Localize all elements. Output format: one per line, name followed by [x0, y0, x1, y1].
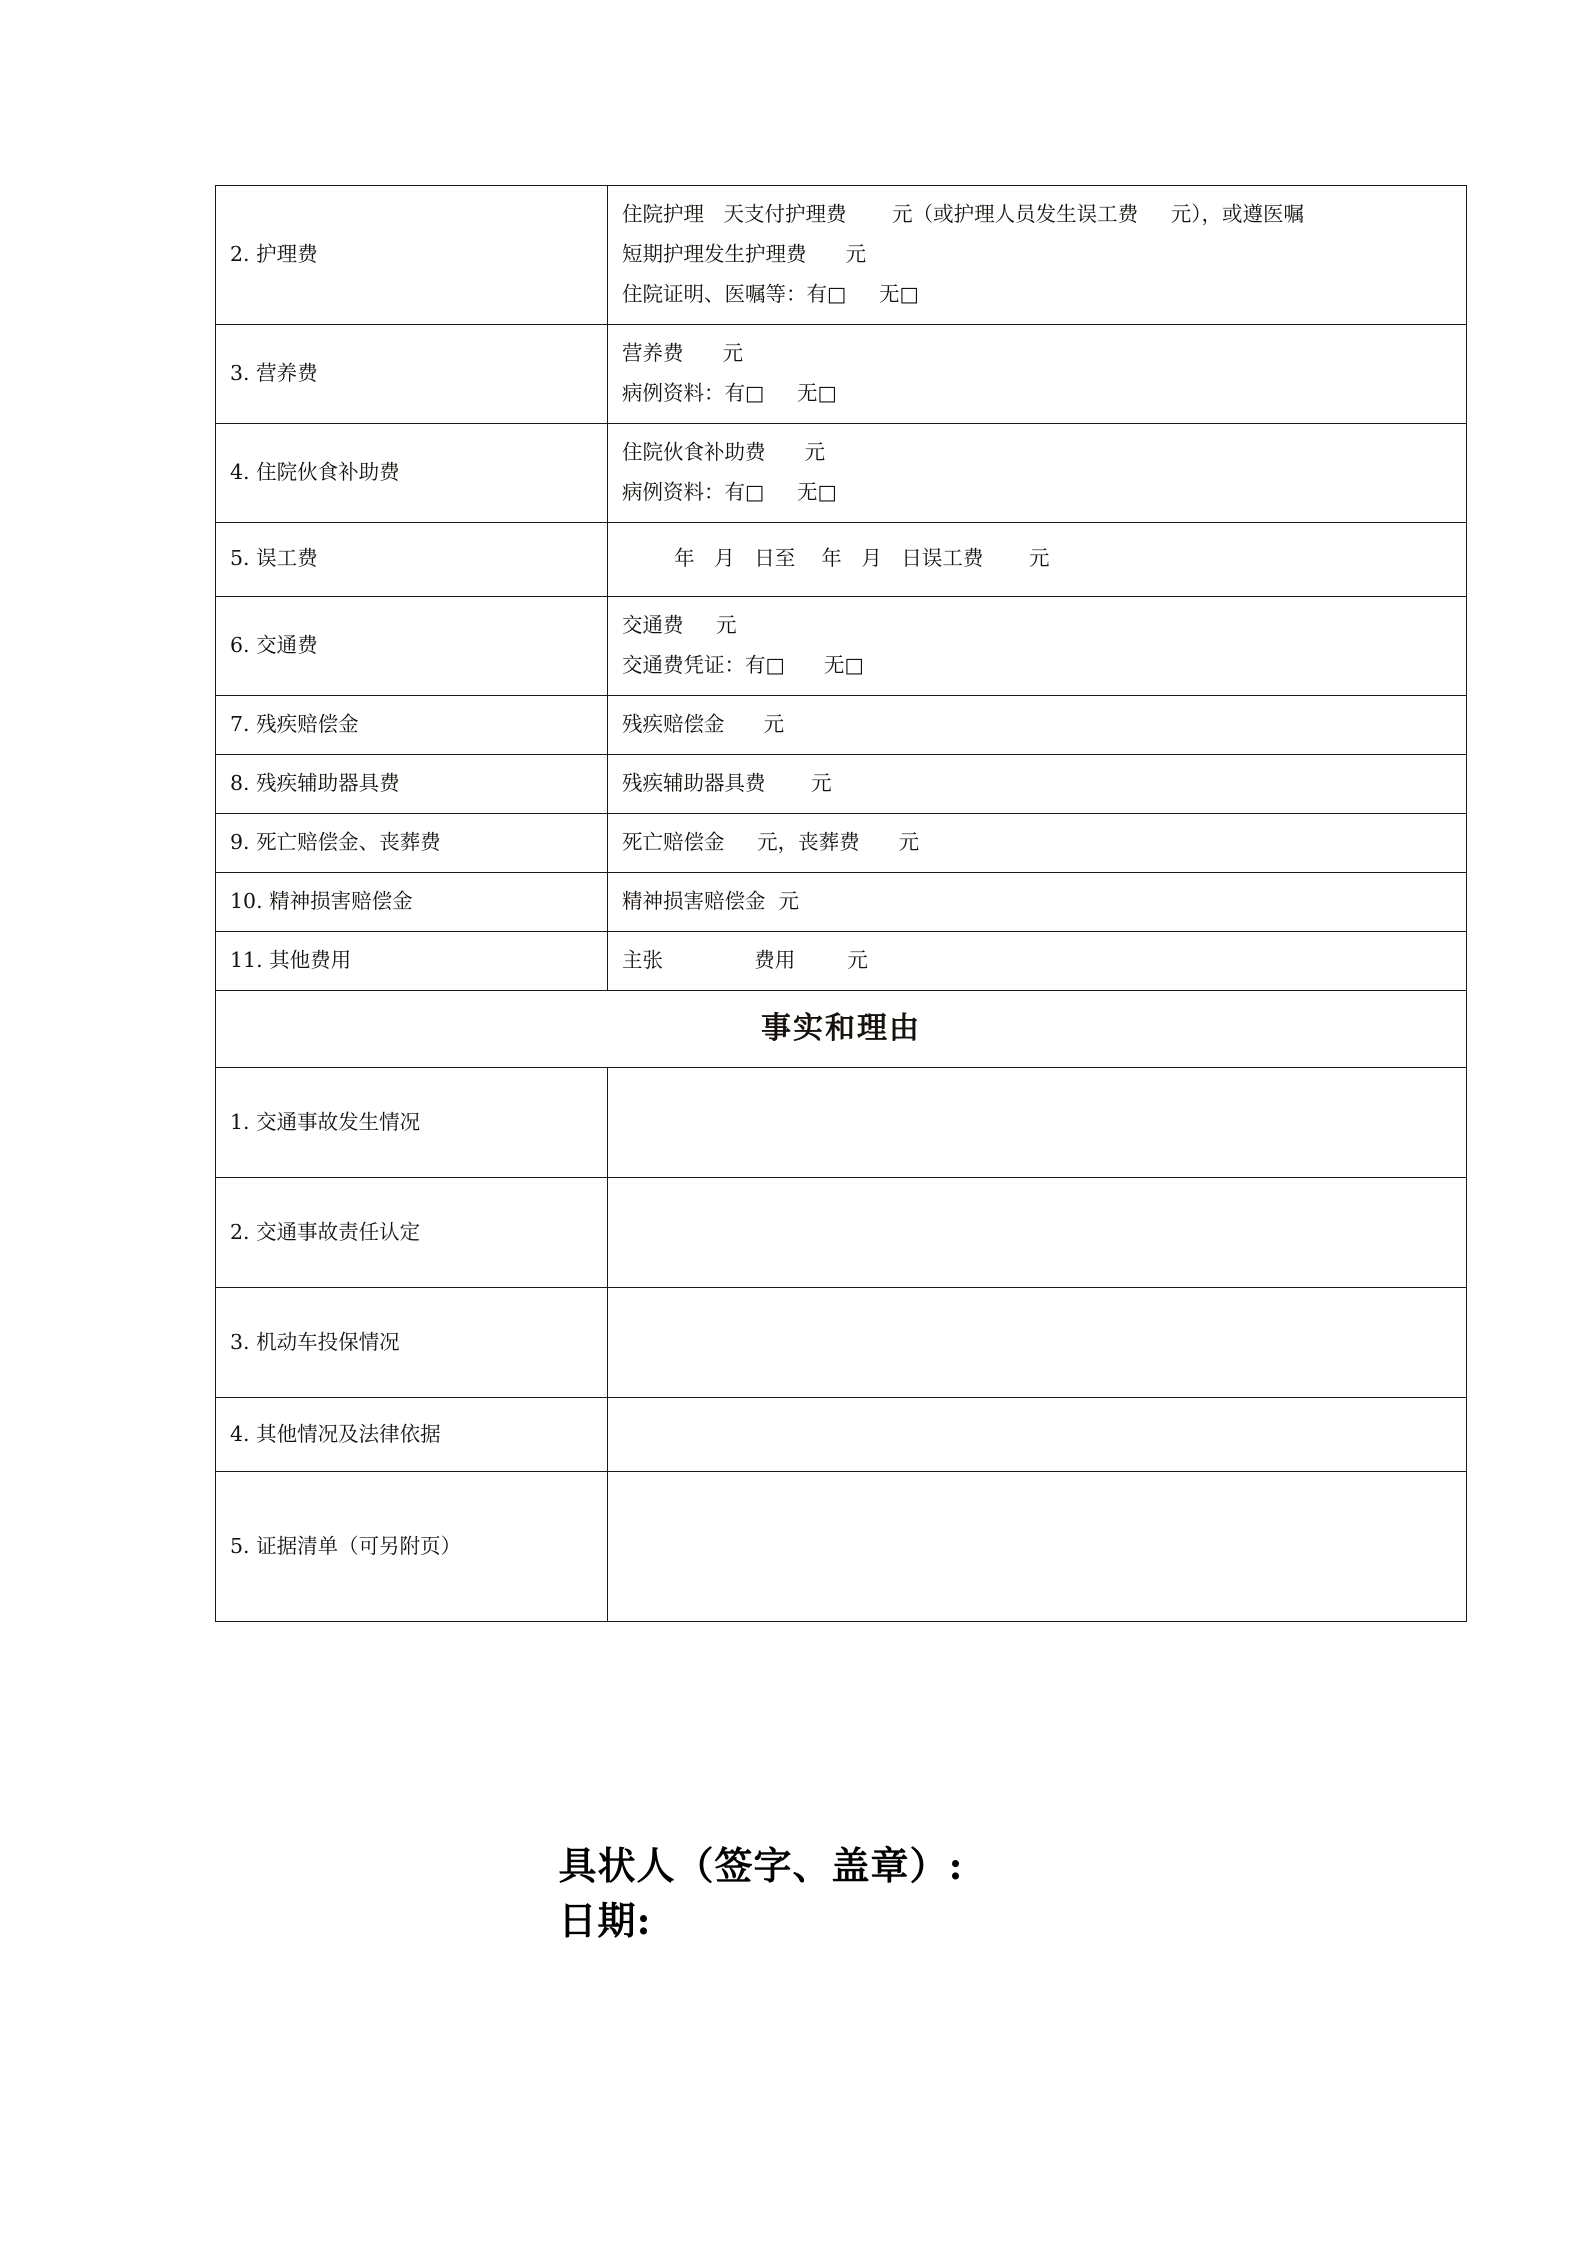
expense-label-cell: [216, 754, 608, 813]
facts-label: 5. 证据清单（可另附页）: [230, 1533, 462, 1558]
facts-label: 4. 其他情况及法律依据: [230, 1421, 441, 1446]
table-row: [216, 754, 1467, 813]
expense-value-line: 病例资料：有□ 无□: [622, 380, 837, 405]
expense-label: 2. 护理费: [230, 241, 318, 266]
facts-label: 3. 机动车投保情况: [230, 1329, 400, 1354]
expense-label-cell: [216, 186, 608, 325]
expense-label-cell: [216, 813, 608, 872]
table-row: [216, 186, 1467, 325]
expense-label: 11. 其他费用: [230, 947, 352, 972]
date-line-wrapper: [0, 1893, 1587, 1948]
expense-value-cell[interactable]: [608, 695, 1467, 754]
expense-value-line: 住院护理 天支付护理费 元（或护理人员发生误工费 元），或遵医嘱: [622, 202, 1304, 226]
expense-value-line: 短期护理发生护理费 元: [622, 241, 867, 266]
facts-value-cell[interactable]: [608, 1472, 1467, 1622]
facts-section-title: 事实和理由: [761, 1010, 921, 1046]
signer-line: 具状人（签字、盖章）:: [558, 1843, 964, 1888]
facts-label-cell: [216, 1288, 608, 1398]
facts-label-cell: [216, 1068, 608, 1178]
facts-value-cell[interactable]: [608, 1288, 1467, 1398]
table-row: [216, 695, 1467, 754]
facts-value-cell[interactable]: [608, 1068, 1467, 1178]
expense-label: 7. 残疾赔偿金: [230, 711, 359, 736]
table-row: [216, 596, 1467, 695]
facts-label: 1. 交通事故发生情况: [230, 1109, 421, 1134]
expense-value-cell[interactable]: [608, 872, 1467, 931]
expense-label-cell: [216, 596, 608, 695]
expense-label: 8. 残疾辅助器具费: [230, 770, 400, 795]
table-row: [216, 423, 1467, 522]
facts-value-cell[interactable]: [608, 1178, 1467, 1288]
expense-value-cell[interactable]: [608, 423, 1467, 522]
table-row: [216, 1288, 1467, 1398]
expense-label-cell: [216, 423, 608, 522]
expense-label: 5. 误工费: [230, 546, 318, 571]
expense-value-line: 精神损害赔偿金 元: [622, 888, 800, 913]
signature-block: [0, 1838, 1587, 1948]
expense-value-line: 主张 费用 元: [622, 947, 868, 972]
table-row: [216, 1398, 1467, 1472]
expense-value-cell[interactable]: [608, 813, 1467, 872]
expense-label-cell: [216, 872, 608, 931]
expense-value-line: 残疾辅助器具费 元: [622, 770, 832, 795]
expense-value-cell[interactable]: [608, 186, 1467, 325]
table-row: [216, 931, 1467, 990]
facts-label-cell: [216, 1178, 608, 1288]
expense-value-cell[interactable]: [608, 931, 1467, 990]
table-row: [216, 872, 1467, 931]
facts-label: 2. 交通事故责任认定: [230, 1219, 421, 1244]
expense-label-cell: [216, 931, 608, 990]
facts-label-cell: [216, 1398, 608, 1472]
expense-value-line: 年 月 日至 年 月 日误工费 元: [622, 546, 1050, 571]
expense-value-line: 住院伙食补助费 元: [622, 439, 826, 464]
expense-value-line: 营养费 元: [622, 340, 744, 365]
expense-label: 10. 精神损害赔偿金: [230, 888, 413, 913]
expense-label-cell: [216, 324, 608, 423]
expense-value-line: 病例资料：有□ 无□: [622, 479, 837, 504]
expense-label: 3. 营养费: [230, 360, 318, 385]
table-row: [216, 522, 1467, 596]
expense-label-cell: [216, 695, 608, 754]
expense-label: 9. 死亡赔偿金、丧葬费: [230, 829, 441, 854]
facts-section-header-row: [216, 990, 1467, 1068]
table-row: [216, 1178, 1467, 1288]
table-row: [216, 324, 1467, 423]
table-row: [216, 813, 1467, 872]
expense-label-cell: [216, 522, 608, 596]
expense-value-cell[interactable]: [608, 596, 1467, 695]
expense-value-cell[interactable]: [608, 324, 1467, 423]
signer-line-wrapper: [0, 1838, 1587, 1893]
expense-value-line: 残疾赔偿金 元: [622, 711, 785, 736]
expense-value-cell[interactable]: [608, 522, 1467, 596]
expense-rows-body: [216, 186, 1467, 1622]
expense-label: 6. 交通费: [230, 632, 318, 657]
expense-value-line: 交通费凭证：有□ 无□: [622, 652, 864, 677]
expense-value-line: 住院证明、医嘱等：有□ 无□: [622, 281, 919, 306]
table-row: [216, 1472, 1467, 1622]
date-line: 日期:: [558, 1898, 652, 1944]
table-row: [216, 1068, 1467, 1178]
facts-label-cell: [216, 1472, 608, 1622]
facts-value-cell[interactable]: [608, 1398, 1467, 1472]
expense-label: 4. 住院伙食补助费: [230, 459, 400, 484]
expense-value-cell[interactable]: [608, 754, 1467, 813]
facts-section-header-cell: [216, 990, 1467, 1068]
expense-value-line: 交通费 元: [622, 612, 737, 637]
claim-form-table: [215, 185, 1467, 1622]
expense-value-line: 死亡赔偿金 元，丧葬费 元: [622, 829, 920, 854]
